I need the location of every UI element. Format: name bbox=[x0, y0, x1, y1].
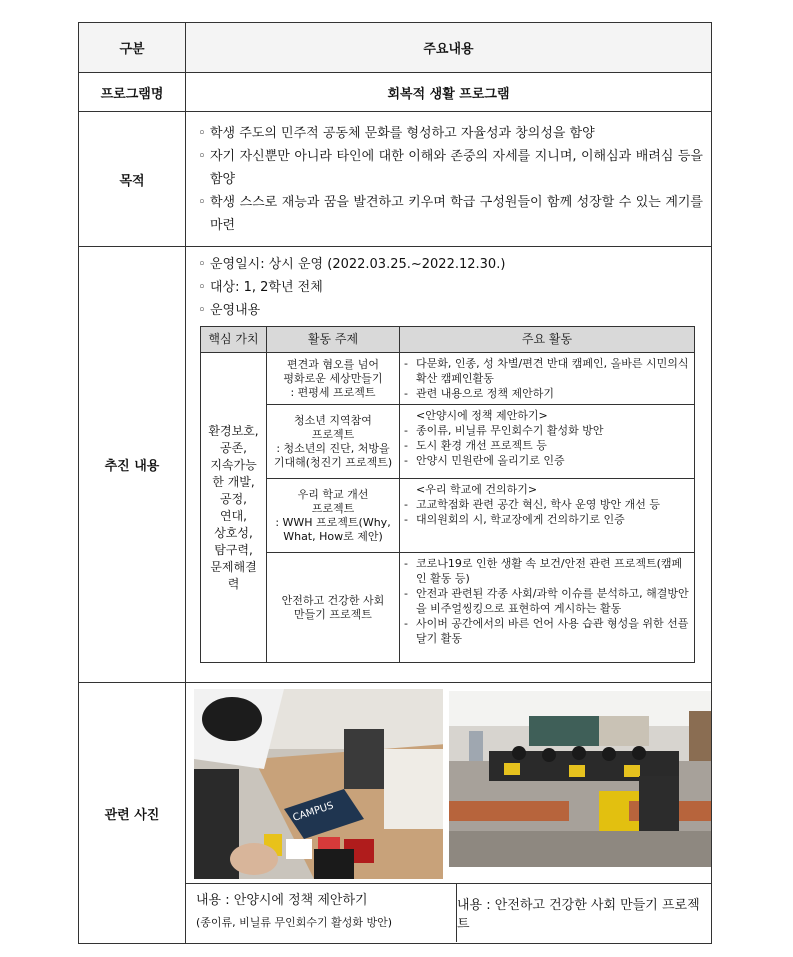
purpose-row bbox=[79, 112, 712, 247]
activity-list bbox=[400, 553, 695, 663]
caption-1-text: 내용 : 안양시에 정책 제안하기 bbox=[196, 893, 368, 908]
bullet-mark: ◦ bbox=[198, 148, 206, 164]
bullet-mark: ◦ bbox=[198, 303, 206, 318]
core-values: 환경보호, 공존, 지속가능 한 개발, 공정, 연대, 상호성, 탐구력, 문제해결 력 bbox=[201, 353, 267, 663]
activity-topic: 청소년 지역참여 프로젝트 : 청소년의 진단, 처방을 기대해(청진기 프로젝트) bbox=[267, 405, 400, 479]
header-row bbox=[79, 23, 712, 73]
progress-item: ◦ 대상: 1, 2학년 전체 bbox=[198, 276, 697, 299]
purpose-content bbox=[186, 112, 712, 247]
activity-line: <우리 학교에 건의하기> bbox=[416, 483, 538, 496]
program-name-label: 프로그램명 bbox=[79, 73, 186, 112]
activity-line: - 다문화, 인종, 성 차별/편견 반대 캠페인, 올바른 시민의식 확산 캠페인활동 bbox=[404, 357, 689, 385]
activity-row bbox=[201, 353, 695, 405]
col-core-value: 핵심 가치 bbox=[201, 327, 267, 353]
photos-label: 관련 사진 bbox=[79, 683, 186, 944]
photo-campaign bbox=[194, 689, 443, 879]
activity-line: - 고교학점화 관련 공간 혁신, 학사 운영 방안 개선 등 bbox=[404, 498, 660, 511]
activities-table bbox=[200, 326, 695, 663]
photo-classroom bbox=[449, 691, 711, 867]
activity-list bbox=[400, 405, 695, 479]
bullet-mark: ◦ bbox=[198, 280, 206, 295]
activity-line: - 안양시 민원란에 올리기로 인증 bbox=[404, 454, 565, 467]
photo-classroom-image bbox=[449, 691, 711, 867]
bullet-mark: ◦ bbox=[198, 194, 206, 210]
program-name-row bbox=[79, 73, 712, 112]
activity-line: - 코로나19로 인한 생활 속 보건/안전 관련 프로젝트(캠페인 활동 등) bbox=[404, 557, 683, 585]
activity-line: - 안전과 관련된 각종 사회/과학 이슈를 분석하고, 해결방안을 비주얼씽킹으로 표현하여 게시하는 활동 bbox=[404, 587, 689, 615]
purpose-item: ◦ 학생 스스로 재능과 꿈을 발견하고 키우며 학급 구성원들이 함께 성장할 수 있는 계기를 마련 bbox=[198, 191, 703, 237]
activity-row bbox=[201, 553, 695, 663]
purpose-item: ◦ 학생 주도의 민주적 공동체 문화를 형성하고 자율성과 창의성을 함양 bbox=[198, 122, 703, 145]
campus-text: CAMPUS bbox=[291, 800, 336, 824]
activity-row bbox=[201, 405, 695, 479]
activities-header-row bbox=[201, 327, 695, 353]
photos-row bbox=[79, 683, 712, 944]
progress-content bbox=[186, 247, 712, 683]
program-name-value: 회복적 생활 프로그램 bbox=[186, 73, 712, 112]
photo-campaign-image bbox=[194, 689, 443, 879]
activity-topic: 편견과 혐오를 넘어 평화로운 세상만들기 : 편평세 프로젝트 bbox=[267, 353, 400, 405]
caption-1-sub: (종이류, 비닐류 무인회수기 활성화 방안) bbox=[196, 916, 393, 929]
document bbox=[78, 22, 712, 944]
activity-list bbox=[400, 479, 695, 553]
progress-label: 추진 내용 bbox=[79, 247, 186, 683]
activity-line: - 관련 내용으로 정책 제안하기 bbox=[404, 387, 555, 400]
purpose-item: ◦ 자기 자신뿐만 아니라 타인에 대한 이해와 존중의 자세를 지니며, 이해심과 배려심 등을 함양 bbox=[198, 145, 703, 191]
purpose-label: 목적 bbox=[79, 112, 186, 247]
progress-row bbox=[79, 247, 712, 683]
activity-topic: 안전하고 건강한 사회 만들기 프로젝트 bbox=[267, 553, 400, 663]
header-content: 주요내용 bbox=[186, 23, 712, 73]
activity-line: - 종이류, 비닐류 무인회수기 활성화 방안 bbox=[404, 424, 604, 437]
program-table bbox=[78, 22, 712, 944]
activity-row bbox=[201, 479, 695, 553]
activity-line: - 사이버 공간에서의 바른 언어 사용 습관 형성을 위한 선플 달기 활동 bbox=[404, 617, 689, 645]
caption-1 bbox=[186, 884, 457, 942]
activity-topic: 우리 학교 개선 프로젝트 : WWH 프로젝트(Why, What, How로 제안) bbox=[267, 479, 400, 553]
col-topic: 활동 주제 bbox=[267, 327, 400, 353]
caption-2: 내용 : 안전하고 건강한 사회 만들기 프로젝트 bbox=[457, 898, 700, 932]
col-activities: 주요 활동 bbox=[400, 327, 695, 353]
activity-line: - 대의원회의 시, 학교장에게 건의하기로 인증 bbox=[404, 513, 625, 526]
header-category: 구분 bbox=[79, 23, 186, 73]
photo-captions bbox=[186, 883, 711, 942]
activity-list bbox=[400, 353, 695, 405]
activity-line: <안양시에 정책 제안하기> bbox=[416, 409, 548, 422]
progress-item: ◦ 운영일시: 상시 운영 (2022.03.25.~2022.12.30.) bbox=[198, 253, 697, 276]
bullet-mark: ◦ bbox=[198, 257, 206, 272]
photos-content bbox=[186, 683, 712, 944]
photo-strip bbox=[186, 683, 711, 883]
activity-line: - 도시 환경 개선 프로젝트 등 bbox=[404, 439, 547, 452]
bullet-mark: ◦ bbox=[198, 125, 206, 141]
progress-item: ◦ 운영내용 bbox=[198, 299, 697, 322]
